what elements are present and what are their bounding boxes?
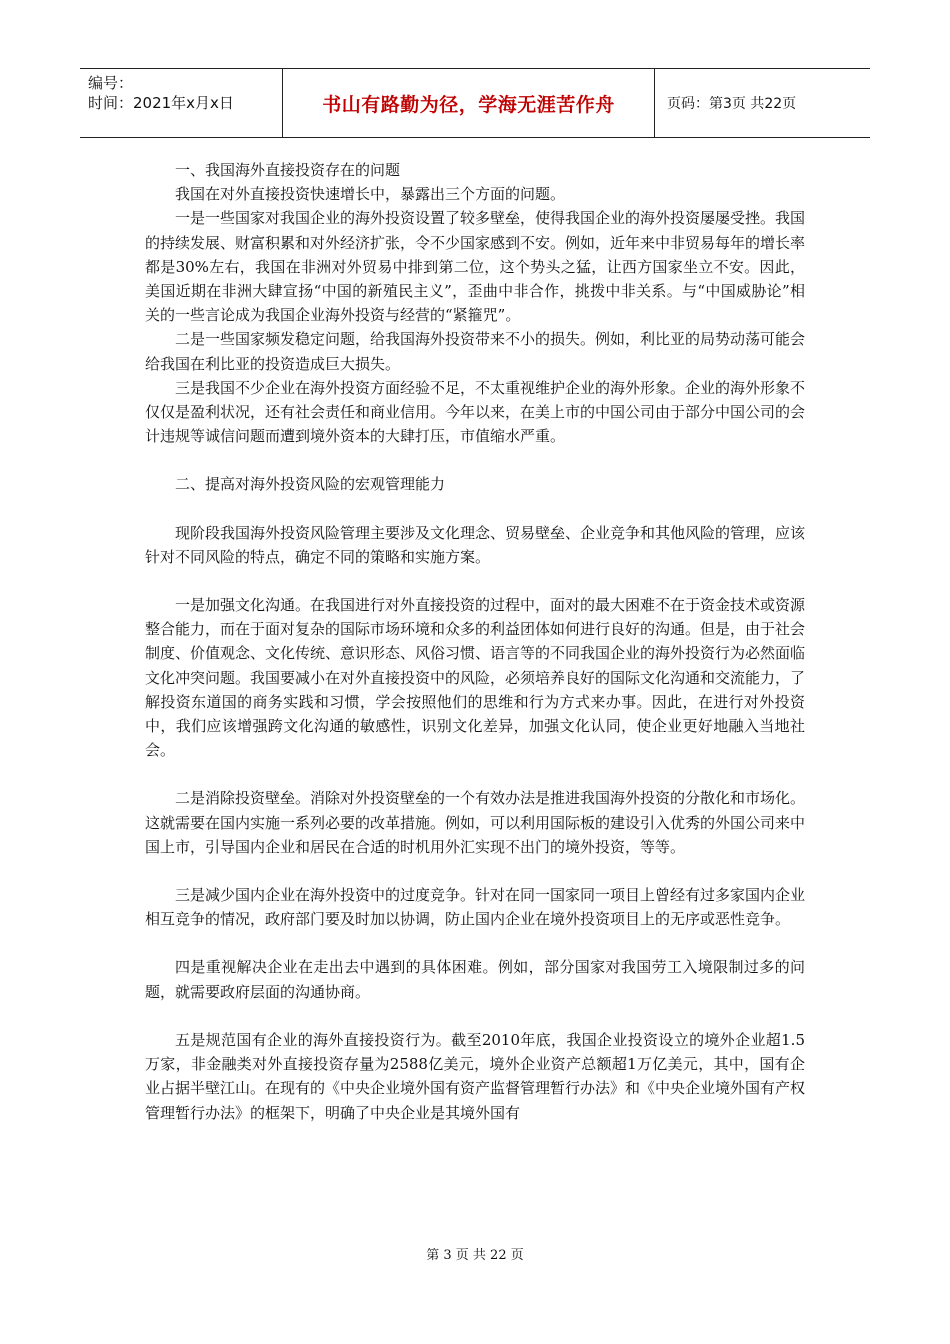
paragraph-overview: 现阶段我国海外投资风险管理主要涉及文化理念、贸易壁垒、企业竞争和其他风险的管理，应该针对不同风险的特点，确定不同的策略和实施方案。 (145, 523, 806, 566)
document-body (145, 158, 805, 1125)
paragraph-problem-3: 三是我国不少企业在海外投资方面经验不足，不太重视维护企业的海外形象。企业的海外形象不仅仅是盈利状况，还有社会责任和商业信用。今年以来，在美上市的中国公司由于部分中国公司的会计违规等诚信问题而遭到境外资本的大肆打压，市值缩水严重。 (145, 378, 806, 446)
doc-date-label: 时间：2021年x月x日 (88, 94, 234, 112)
paragraph-measure-1: 一是加强文化沟通。在我国进行对外直接投资的过程中，面对的最大困难不在于资金技术或资源整合能力，而在于面对复杂的国际市场环境和众多的利益团体如何进行良好的沟通。但是，由于社会制度、价值观念、文化传统、意识形态、风俗习惯、语言等的不同我国企业的海外投资行为必然面临文化冲突问题。我国要减小在对外直接投资中的风险，必须培养良好的国际文化沟通和交流能力，了解投资东道国的商务实践和习惯，学会按照他们的思维和行为方式来办事。因此，在进行对外投资中，我们应该增强跨文化沟通的敏感性，识别文化差异，加强文化认同，使企业更好地融入当地社会。 (145, 596, 806, 760)
paragraph-measure-3: 三是减少国内企业在海外投资中的过度竞争。针对在同一国家同一项目上曾经有过多家国内企业相互竞争的情况，政府部门要及时加以协调，防止国内企业在境外投资项目上的无序或恶性竞争。 (145, 886, 806, 929)
paragraph-measure-5: 五是规范国有企业的海外直接投资行为。截至2010年底，我国企业投资设立的境外企业超1.5万家，非金融类对外直接投资存量为2588亿美元，境外企业资产总额超1万亿美元，其中，国有企业占据半壁江山。在现有的《中央企业境外国有资产监督管理暂行办法》和《中央企业境外国有产权管理暂行办法》的框架下，明确了中央企业是其境外国有 (145, 1030, 806, 1122)
paragraph-intro: 我国在对外直接投资快速增长中，暴露出三个方面的问题。 (175, 185, 566, 204)
header-meta (80, 69, 283, 137)
paragraph-measure-4: 四是重视解决企业在走出去中遇到的具体困难。例如，部分国家对我国劳工入境限制过多的问题，就需要政府层面的沟通协商。 (145, 958, 805, 1001)
section-heading-1: 一、我国海外直接投资存在的问题 (175, 161, 401, 179)
doc-number-label: 编号： (88, 74, 134, 92)
paragraph-problem-2: 二是一些国家频发稳定问题，给我国海外投资带来不小的损失。例如，利比亚的局势动荡可能会给我国在利比亚的投资造成巨大损失。 (145, 330, 806, 373)
paragraph-problem-1: 一是一些国家对我国企业的海外投资设置了较多壁垒，使得我国企业的海外投资屡屡受挫。我国的持续发展、财富积累和对外经济扩张，令不少国家感到不安。例如，近年来中非贸易每年的增长率都是30%左右，我国在非洲对外贸易中排到第二位，这个势头之猛，让西方国家坐立不安。因此，美国近期在非洲大肆宣扬“中国的新殖民主义”，歪曲中非合作，挑拨中非关系。与“中国威胁论”相关的一些言论成为我国企业海外投资与经营的“紧箍咒”。 (145, 209, 806, 325)
page-header (80, 68, 870, 138)
paragraph-measure-2: 二是消除投资壁垒。消除对外投资壁垒的一个有效办法是推进我国海外投资的分散化和市场化。这就需要在国内实施一系列必要的改革措施。例如，可以利用国际板的建设引入优秀的外国公司来中国上市，引导国内企业和居民在合适的时机用外汇实现不出门的境外投资，等等。 (145, 789, 806, 856)
section-heading-2: 二、提高对海外投资风险的宏观管理能力 (175, 475, 446, 494)
header-motto: 书山有路勤为径，学海无涯苦作舟 (283, 69, 655, 137)
header-page-info: 页码：第3页 共22页 (667, 96, 797, 112)
page-footer: 第 3 页 共 22 页 (426, 1248, 524, 1263)
